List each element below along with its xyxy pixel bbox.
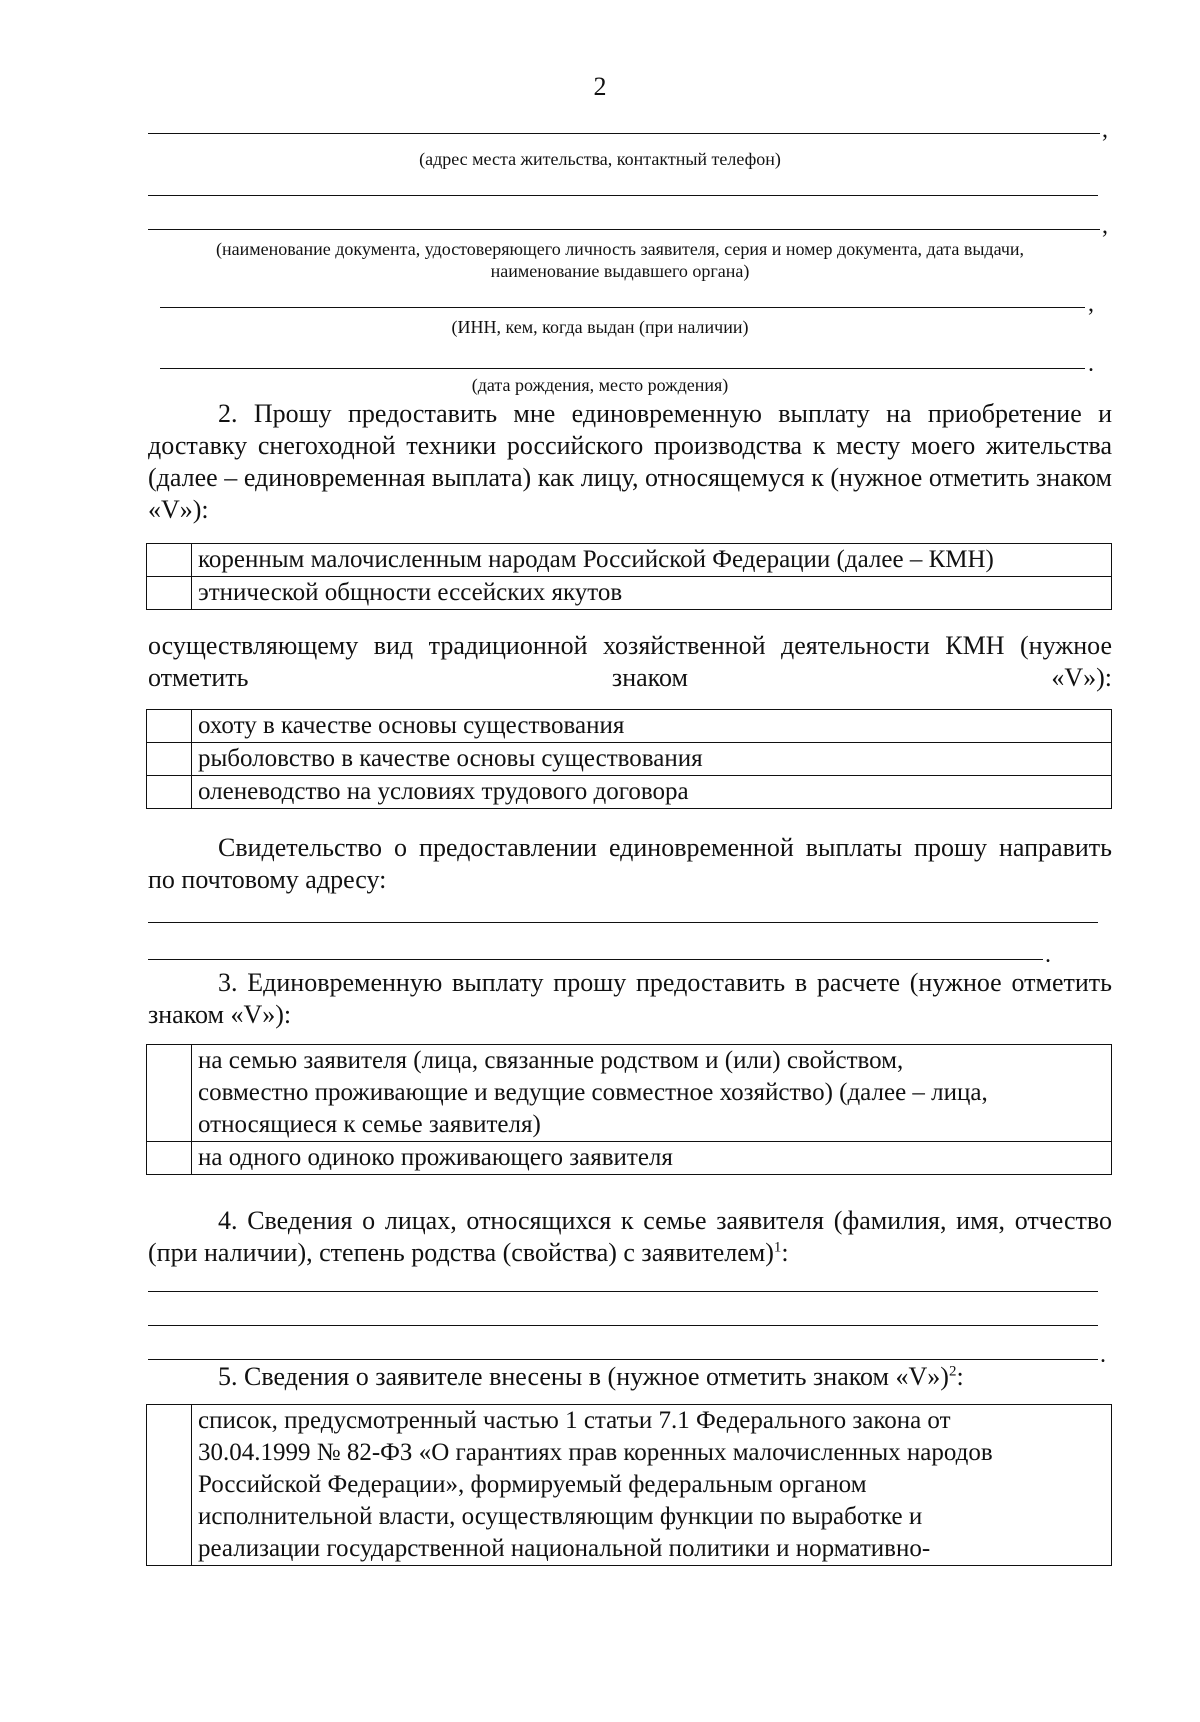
activity-checkbox-hunting[interactable] xyxy=(147,710,192,743)
activity-option-label: рыболовство в качестве основы существования xyxy=(192,743,1112,776)
registry-option-row[interactable] xyxy=(147,1405,1112,1566)
section-5-text: 5. Сведения о заявителе внесены в (нужное отметить знаком «V») xyxy=(218,1362,949,1391)
affiliation-option-label: этнической общности ессейских якутов xyxy=(192,577,1112,610)
postal-address-period: . xyxy=(1045,942,1051,968)
id-document-caption: (наименование документа, удостоверяющего личность заявителя, серия и номер документа, дата выдачи, наименование выдавшего органа) xyxy=(215,239,1025,281)
activity-checkbox-reindeer[interactable] xyxy=(147,776,192,809)
section-2-text: 2. Прошу предоставить мне единовременную выплату на приобретение и доставку снегоходной техники российского производства к месту моего жительства (далее – единовременная выплата) как лицу, относящемуся к (нужное отметить знаком «V»): xyxy=(148,399,1112,524)
section-2-paragraph xyxy=(148,398,1112,526)
activity-option-label: оленеводство на условиях трудового договора xyxy=(192,776,1112,809)
calculation-checkbox-family[interactable] xyxy=(147,1045,192,1142)
calculation-options-table xyxy=(146,1044,1112,1175)
activity-option-label: охоту в качестве основы существования xyxy=(192,710,1112,743)
activity-checkbox-fishing[interactable] xyxy=(147,743,192,776)
activity-paragraph: осуществляющему вид традиционной хозяйственной деятельности КМН (нужное отметить знаком «V»): xyxy=(148,631,1112,692)
section-5-paragraph xyxy=(148,1361,1112,1393)
inn-comma: , xyxy=(1088,291,1094,317)
section-3-text: 3. Единовременную выплату прошу предоставить в расчете (нужное отметить знаком «V»): xyxy=(148,968,1112,1029)
family-info-line-3[interactable] xyxy=(148,1359,1098,1360)
section-4-colon: : xyxy=(781,1238,789,1267)
section-4-text: 4. Сведения о лицах, относящихся к семье заявителя (фамилия, имя, отчество (при наличии), степень родства (свойства) с заявителем) xyxy=(148,1206,1112,1267)
family-info-line-2[interactable] xyxy=(148,1325,1098,1326)
activity-option-row[interactable] xyxy=(147,743,1112,776)
registry-option-label: список, предусмотренный частью 1 статьи 7.1 Федерального закона от 30.04.1999 № 82-ФЗ «О гарантиях прав коренных малочисленных народов Российской Федерации», формируемый федеральным органом исполнительной власти, осуществляющим функции по выработке и реализации государственной национальной политики и нормативно- xyxy=(192,1405,1112,1566)
address-line-2[interactable] xyxy=(148,195,1098,196)
affiliation-option-label: коренным малочисленным народам Российской Федерации (далее – КМН) xyxy=(192,544,1112,577)
family-info-line-1[interactable] xyxy=(148,1291,1098,1292)
id-document-comma: , xyxy=(1102,213,1108,239)
section-4-paragraph xyxy=(148,1205,1112,1269)
affiliation-checkbox-kmn[interactable] xyxy=(147,544,192,577)
affiliation-options-table xyxy=(146,543,1112,610)
address-line-1[interactable] xyxy=(148,133,1100,134)
activity-options-table xyxy=(146,709,1112,809)
postal-address-line-2[interactable] xyxy=(148,959,1043,960)
birth-line[interactable] xyxy=(160,368,1085,369)
section-5-colon: : xyxy=(956,1362,964,1391)
page-number: 2 xyxy=(593,72,607,101)
birth-period: . xyxy=(1088,351,1094,377)
calculation-option-row[interactable] xyxy=(147,1045,1112,1142)
certificate-text: Свидетельство о предоставлении единовременной выплаты прошу направить по почтовому адресу: xyxy=(148,833,1112,894)
registry-options-table xyxy=(146,1404,1112,1566)
id-document-line[interactable] xyxy=(148,229,1100,230)
calculation-option-label: на семью заявителя (лица, связанные родством и (или) свойством, совместно проживающие и ведущие совместное хозяйство) (далее – лица, относящиеся к семье заявителя) xyxy=(192,1045,1112,1142)
calculation-checkbox-single[interactable] xyxy=(147,1142,192,1175)
calculation-option-label: на одного одиноко проживающего заявителя xyxy=(192,1142,1112,1175)
inn-caption: (ИНН, кем, когда выдан (при наличии) xyxy=(451,317,749,337)
family-info-period: . xyxy=(1100,1342,1106,1368)
address-caption: (адрес места жительства, контактный телефон) xyxy=(419,149,781,169)
affiliation-option-row[interactable] xyxy=(147,577,1112,610)
address-comma: , xyxy=(1102,117,1108,143)
affiliation-option-row[interactable] xyxy=(147,544,1112,577)
activity-option-row[interactable] xyxy=(147,776,1112,809)
section-3-paragraph xyxy=(148,967,1112,1031)
certificate-paragraph xyxy=(148,832,1112,896)
birth-caption: (дата рождения, место рождения) xyxy=(471,375,729,395)
calculation-option-row[interactable] xyxy=(147,1142,1112,1175)
footnote-2-marker: 2 xyxy=(948,1363,957,1380)
inn-line[interactable] xyxy=(160,307,1085,308)
postal-address-line-1[interactable] xyxy=(148,922,1098,923)
footnote-1-marker: 1 xyxy=(773,1239,782,1256)
activity-option-row[interactable] xyxy=(147,710,1112,743)
affiliation-checkbox-yakuts[interactable] xyxy=(147,577,192,610)
registry-checkbox-federal-list[interactable] xyxy=(147,1405,192,1566)
